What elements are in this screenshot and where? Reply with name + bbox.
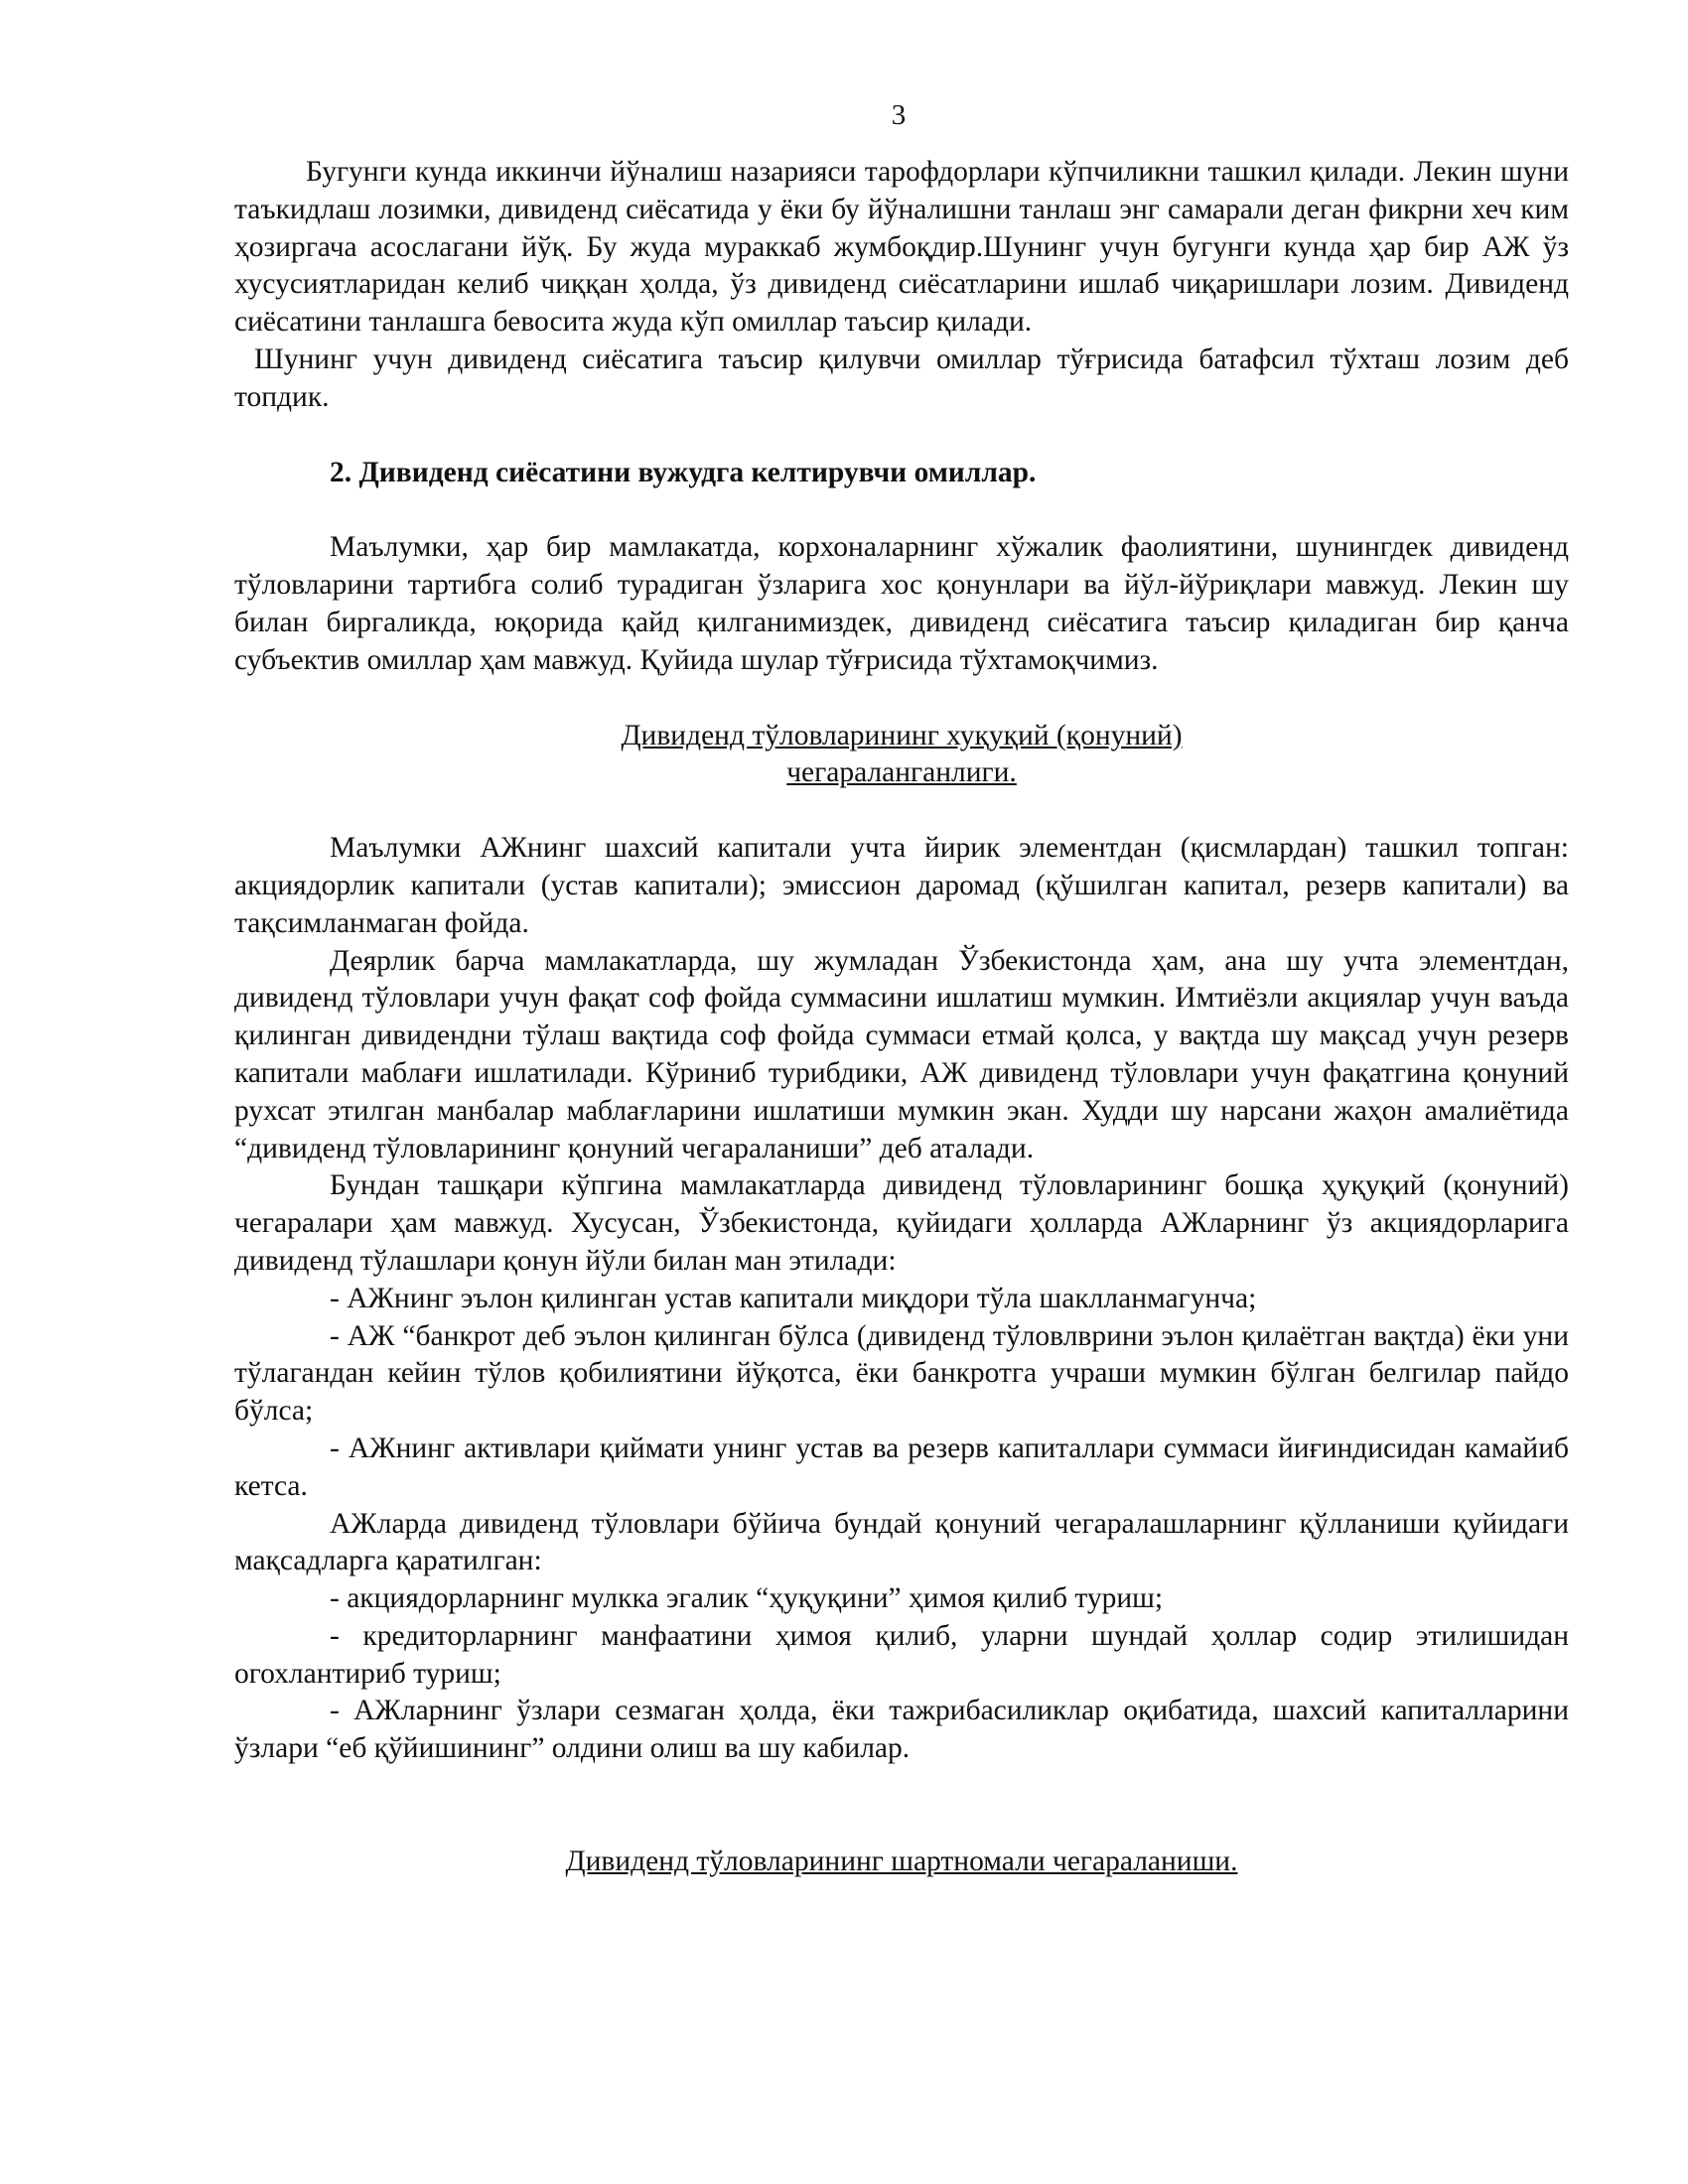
list-item: - кредиторларнинг манфаатини ҳимоя қилиб, уларни шундай ҳоллар содир этилишидан огохлантириб туриш; <box>234 1619 1569 1690</box>
subsection-title-line-1: Дивиденд тўловларининг хуқуқий (қонуний) <box>621 719 1183 751</box>
list-item: - АЖнинг эълон қилинган устав капитали миқдори тўла шаклланмагунча; <box>330 1282 1257 1314</box>
section-heading: 2. Дивиденд сиёсатини вужудга келтирувчи омиллар. <box>330 456 1037 488</box>
list-item: - АЖнинг активлари қиймати унинг устав ва резерв капиталлари суммаси йиғиндисидан камайиб кетса. <box>234 1432 1569 1502</box>
intro-paragraph-1: Бугунги кунда иккинчи йўналиш назарияси тарофдорлари кўпчиликни ташкил қилади. Лекин шуни таъкидлаш лозимки, дивиденд сиёсатида у ёки бу йўналишни танлаш энг самарали деган фикрни хеч ким ҳозиргача асослагани йўқ. Бу жуда мураккаб жумбоқдир.Шунинг учун бугунги кунда ҳар бир АЖ ўз хусусиятларидан келиб чиққан ҳолда, ўз дивиденд сиёсатларини ишлаб чиқаришлари лозим. Дивиденд сиёсатини танлашга бевосита жуда кўп омиллар таъсир қилади. <box>234 156 1569 339</box>
subsection-title-contract: Дивиденд тўловларининг шартномали чегараланиши. <box>565 1845 1238 1878</box>
legal-paragraph-2: Деярлик барча мамлакатларда, шу жумладан Ўзбекистонда ҳам, ана шу учта элементдан, дивиденд тўловлари учун фақат соф фойда суммасини ишлатиш мумкин. Имтиёзли акциялар учун ваъда қилинган дивидендни тўлаш вақтида соф фойда суммаси етмай қолса, у вақтда шу мақсад учун резерв капитали маблағи ишлатилади. Кўриниб турибдики, АЖ дивиденд тўловлари учун фақатгина қонуний рухсат этилган манбалар маблағларини ишлатиши мумкин экан. Худди шу нарсани жаҳон амалиётида “дивиденд тўловларининг қонуний чегараланиши” деб аталади. <box>234 944 1569 1164</box>
intro-paragraph-2: Шунинг учун дивиденд сиёсатига таъсир қилувчи омиллар тўғрисида батафсил тўхташ лозим деб топдик. <box>234 342 1569 413</box>
list-item: - АЖларнинг ўзлари сезмаган ҳолда, ёки тажрибасиликлар оқибатида, шахсий капиталларини ўзлари “еб қўйишининг” олдини олиш ва шу кабилар. <box>234 1695 1569 1765</box>
section-paragraph-1: Маълумки, ҳар бир мамлакатда, корхоналарнинг хўжалик фаолиятини, шунингдек дивиденд тўловларини тартибга солиб турадиган ўзларига хос қонунлари ва йўл-йўриқлари мавжуд. Лекин шу билан биргаликда, юқорида қайд қилганимиздек, дивиденд сиёсатига таъсир қиладиган бир қанча субъектив омиллар ҳам мавжуд. Қуйида шулар тўғрисида тўхтамоқчимиз. <box>234 531 1569 676</box>
subsection-title-line-2: чегараланганлиги. <box>786 756 1017 789</box>
list-item: - АЖ “банкрот деб эълон қилинган бўлса (дивиденд тўловлврини эълон қилаётган вақтда) ёки уни тўлагандан кейин тўлов қобилиятини йўқотса, ёки банкротга учраши мумкин бўлган белгилар пайдо бўлса; <box>234 1319 1569 1428</box>
legal-paragraph-4: АЖларда дивиденд тўловлари бўйича бундай қонуний чегаралашларнинг қўлланиши қуйидаги мақсадларга қаратилган: <box>234 1507 1569 1577</box>
list-item: - акциядорларнинг мулкка эгалик “ҳуқуқини” ҳимоя қилиб туриш; <box>330 1582 1164 1615</box>
legal-paragraph-1: Маълумки АЖнинг шахсий капитали учта йирик элементдан (қисмлардан) ташкил топган: акциядорлик капитали (устав капитали); эмиссион даромад (қўшилган капитал, резерв капитали) ва тақсимланмаган фойда. <box>234 832 1569 939</box>
page-number: 3 <box>891 99 907 131</box>
document-body <box>234 154 1569 1881</box>
legal-paragraph-3: Бундан ташқари кўпгина мамлакатларда дивиденд тўловларининг бошқа ҳуқуқий (қонуний) чегаралари ҳам мавжуд. Хусусан, Ўзбекистонда, қуйидаги ҳолларда АЖларнинг ўз акциядорларига дивиденд тўлашлари қонун йўли билан ман этилади: <box>234 1169 1569 1277</box>
